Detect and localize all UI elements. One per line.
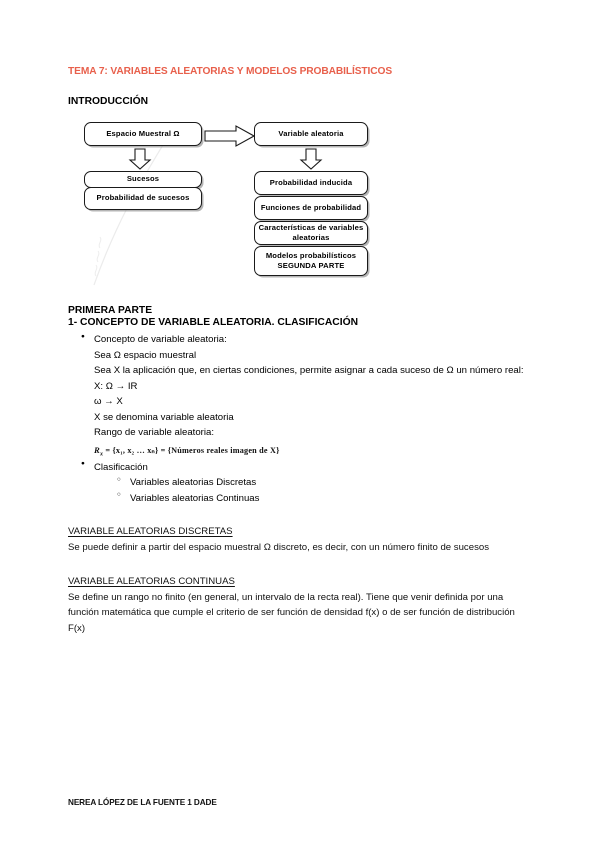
document-content [68,66,534,636]
diagram-box-variable-aleatoria: Variable aleatoria [254,122,368,146]
page-footer: NEREA LÓPEZ DE LA FUENTE 1 DADE [68,798,217,807]
bullet-list-concepto [68,332,534,441]
paragraph-variables-discretas: Se puede definir a partir del espacio muestral Ω discreto, es decir, con un número finito de sucesos [68,541,489,553]
diagram-box-modelos-probabilisticos: Modelos probabilísticos SEGUNDA PARTE [254,246,368,276]
concepto-line-2: Sea X la aplicación que, en ciertas condiciones, permite asignar a cada suceso de Ω un número real: [94,365,524,377]
formula-body: = {x₁, x₂ … xₙ} = {Números reales imagen de X} [103,445,280,455]
bullet-label-concepto: ● Concepto de variable aleatoria: [94,334,227,346]
bullet-item-clasificacion [94,460,534,507]
arrow-right-icon [204,125,256,147]
concepto-line-5: X se denomina variable aleatoria [94,411,234,423]
diagram-box-probabilidad-de-sucesos: Probabilidad de sucesos [84,187,202,210]
heading-introduccion: INTRODUCCIÓN [68,96,149,108]
sub-bullet-item-continuas: ○ Variables aleatorias Continuas [130,491,534,507]
bullet-list-clasificacion [68,460,534,507]
sub-bullet-item-discretas: ○ Variables aleatorias Discretas [130,475,534,491]
bullet-label-clasificacion: ● Clasificación [94,461,148,473]
formula-lhs-subscript: x [99,451,104,458]
diagram-box-espacio-muestral: Espacio Muestral Ω [84,122,202,146]
formula-rango-variable-aleatoria [68,445,534,458]
diagram-box-caracteristicas-variables-aleatorias: Características de variables aleatorias [254,221,368,245]
diagram-box-sucesos: Sucesos [84,171,202,188]
concept-diagram [68,119,388,291]
heading-variables-continuas: VARIABLE ALEATORIAS CONTINUAS [68,576,235,588]
concepto-line-6: Rango de variable aleatoria: [94,427,215,439]
bullet-item-concepto [94,332,534,441]
heading-punto-1: 1- CONCEPTO DE VARIABLE ALEATORIA. CLASIFICACIÓN [68,316,359,328]
paragraph-variables-continuas: Se define un rango no finito (en general, un intervalo de la recta real). Tiene que venir definida por una función matemática que cumple el criterio de ser función de densidad f(x) o de ser función de distribución F(x) [68,591,515,634]
arrow-down-left-icon [128,148,152,170]
concepto-line-3: X: Ω → IR [94,380,138,392]
heading-variables-discretas: VARIABLE ALEATORIAS DISCRETAS [68,526,233,538]
concepto-line-1: Sea Ω espacio muestral [94,349,197,361]
concepto-line-4: ω → X [94,396,123,408]
sub-bullet-list-clasificacion [94,475,534,506]
arrow-down-right-icon [299,148,323,170]
diagram-box-funciones-de-probabilidad: Funciones de probabilidad [254,196,368,220]
heading-primera-parte: PRIMERA PARTE [68,304,153,316]
diagram-box-probabilidad-inducida: Probabilidad inducida [254,171,368,195]
page-title: TEMA 7: VARIABLES ALEATORIAS Y MODELOS PROBABILÍSTICOS [68,66,393,77]
formula-lhs: R [94,444,100,455]
